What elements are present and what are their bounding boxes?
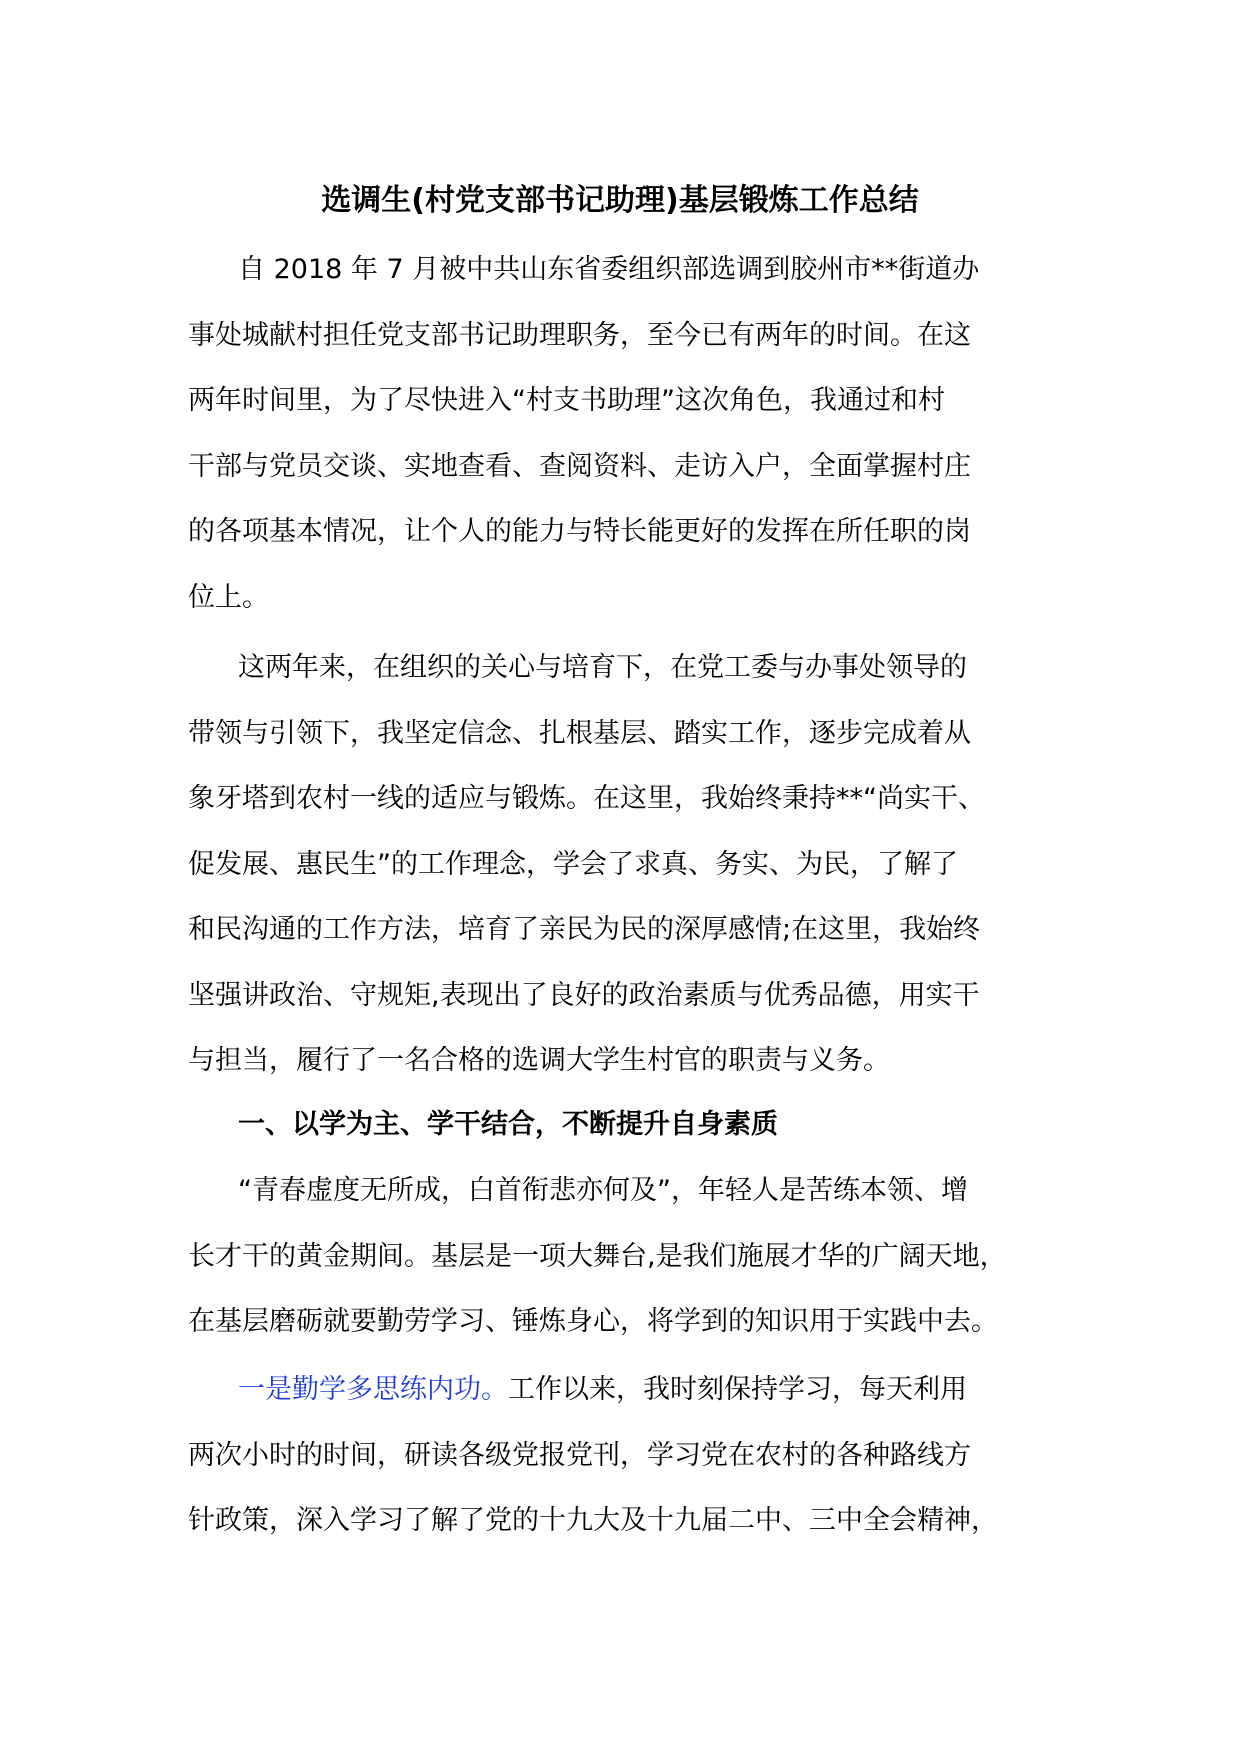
paragraph-2 [188, 635, 1088, 1094]
paragraph-4-line: 两次小时的时间，研读各级党报党刊，学习党在农村的各种路线方 [188, 1439, 971, 1471]
paragraph-4-line-text: 工作以来，我时刻保持学习，每天利用 [508, 1374, 967, 1405]
paragraph-4-line: 针政策，深入学习了解了党的十九大及十九届二中、三中全会精神， [188, 1505, 998, 1536]
paragraph-4 [188, 1357, 1088, 1554]
paragraph-2-line: 坚强讲政治、守规矩,表现出了良好的政治素质与优秀品德，用实干 [188, 979, 980, 1011]
paragraph-2-line: 与担当，履行了一名合格的选调大学生村官的职责与义务。 [188, 1045, 890, 1076]
paragraph-2-line: 这两年来，在组织的关心与培育下，在党工委与办事处领导的 [238, 652, 967, 683]
paragraph-3-line: “青春虚度无所成，白首衔悲亦何及”，年轻人是苦练本领、增 [238, 1175, 968, 1206]
paragraph-1-line: 事处城献村担任党支部书记助理职务，至今已有两年的时间。在这 [188, 319, 971, 351]
paragraph-2-line: 象牙塔到农村一线的适应与锻炼。在这里，我始终秉持**“尚实干、 [188, 783, 985, 814]
paragraph-1-line: 的各项基本情况，让个人的能力与特长能更好的发挥在所任职的岗 [188, 516, 971, 547]
paragraph-1-line: 干部与党员交谈、实地查看、查阅资料、走访入户，全面掌握村庄 [188, 450, 971, 482]
paragraph-1-line: 两年时间里，为了尽快进入“村支书助理”这次角色，我通过和村 [188, 385, 945, 416]
paragraph-2-line: 和民沟通的工作方法，培育了亲民为民的深厚感情;在这里，我始终 [188, 914, 981, 945]
paragraph-1 [188, 237, 1088, 630]
paragraph-3-line: 长才干的黄金期间。基层是一项大舞台,是我们施展才华的广阔天地， [188, 1240, 1007, 1272]
document-title: 选调生(村党支部书记助理)基层锻炼工作总结 [321, 183, 919, 218]
paragraph-2-line: 促发展、惠民生”的工作理念，学会了求真、务实、为民，了解了 [188, 848, 958, 880]
highlighted-phrase: 一是勤学多思练内功。 [238, 1374, 508, 1405]
paragraph-3 [188, 1158, 1088, 1355]
paragraph-4-first-line [188, 1357, 1088, 1423]
paragraph-1-line: 自 2018 年 7 月被中共山东省委组织部选调到胶州市**街道办 [238, 254, 980, 285]
section-heading: 一、以学为主、学干结合，不断提升自身素质 [238, 1109, 778, 1140]
paragraph-1-line: 位上。 [188, 581, 269, 613]
paragraph-3-line: 在基层磨砺就要勤劳学习、锤炼身心，将学到的知识用于实践中去。 [188, 1306, 998, 1337]
paragraph-2-line: 带领与引领下，我坚定信念、扎根基层、踏实工作，逐步完成着从 [188, 717, 971, 749]
